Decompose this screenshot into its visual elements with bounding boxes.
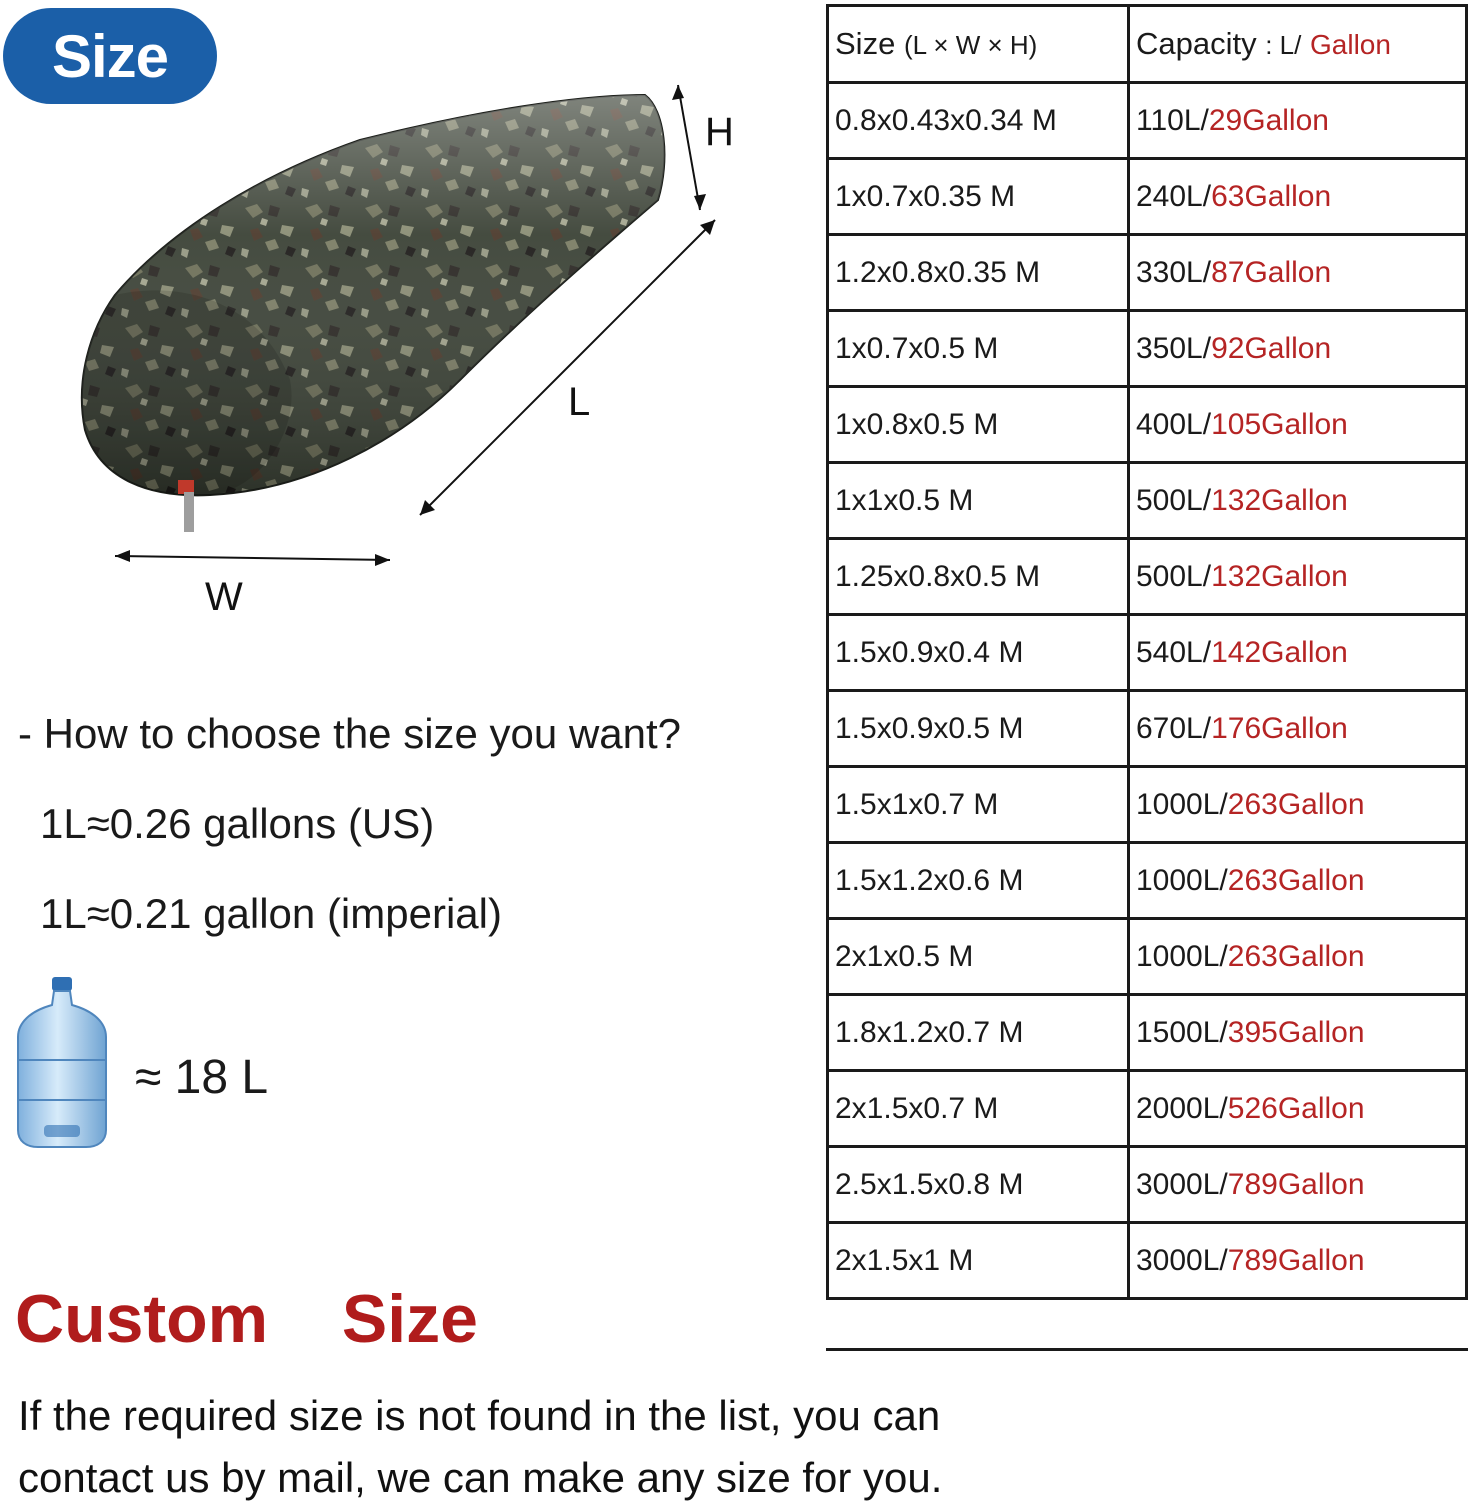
capacity-cell: [1129, 311, 1467, 387]
table-bottom-border: [826, 1348, 1468, 1351]
size-cell: 1x0.7x0.5 M: [828, 311, 1129, 387]
capacity-liters: 3000L/: [1136, 1167, 1228, 1201]
capacity-gallons: 526Gallon: [1227, 1091, 1365, 1125]
table-row: [828, 1223, 1467, 1299]
water-bladder-image: [60, 80, 760, 640]
capacity-cell: [1129, 691, 1467, 767]
howto-question: - How to choose the size you want?: [18, 710, 682, 757]
capacity-cell: [1129, 615, 1467, 691]
capacity-gallons: 263Gallon: [1227, 939, 1365, 973]
capacity-gallons: 789Gallon: [1227, 1243, 1365, 1277]
capacity-cell: [1129, 463, 1467, 539]
capacity-liters: 1000L/: [1136, 939, 1228, 973]
capacity-gallons: 395Gallon: [1227, 1015, 1365, 1049]
size-cell: 2.5x1.5x0.8 M: [828, 1147, 1129, 1223]
table-row: [828, 843, 1467, 919]
size-cell: 1.5x0.9x0.5 M: [828, 691, 1129, 767]
table-header-row: [828, 6, 1467, 83]
capacity-cell: [1129, 919, 1467, 995]
capacity-liters: 350L/: [1136, 331, 1212, 365]
capacity-gallons: 142Gallon: [1211, 635, 1348, 669]
size-cell: 2x1x0.5 M: [828, 919, 1129, 995]
capacity-gallons: 132Gallon: [1211, 483, 1348, 517]
table-row: [828, 767, 1467, 843]
capacity-cell: [1129, 1071, 1467, 1147]
capacity-liters: 330L/: [1136, 255, 1212, 289]
capacity-cell: [1129, 767, 1467, 843]
capacity-liters: 240L/: [1136, 179, 1212, 213]
water-bottle-icon: [14, 975, 109, 1150]
capacity-liters: 110L/: [1136, 103, 1209, 137]
capacity-liters: 3000L/: [1136, 1243, 1228, 1277]
capacity-cell: [1129, 539, 1467, 615]
capacity-gallons: 176Gallon: [1211, 711, 1348, 745]
bottle-equivalence: ≈ 18 L: [135, 1051, 269, 1104]
table-row: [828, 387, 1467, 463]
table-row: [828, 159, 1467, 235]
capacity-liters: 1000L/: [1136, 787, 1228, 821]
height-label: H: [705, 110, 734, 154]
capacity-gallons: 29Gallon: [1208, 103, 1329, 137]
capacity-gallons: 789Gallon: [1227, 1167, 1365, 1201]
capacity-gallons: 132Gallon: [1211, 559, 1348, 593]
capacity-gallons: 87Gallon: [1211, 255, 1332, 289]
conversion-imperial: 1L≈0.21 gallon (imperial): [40, 890, 502, 937]
capacity-liters: 2000L/: [1136, 1091, 1228, 1125]
size-cell: 1x0.8x0.5 M: [828, 387, 1129, 463]
size-cell: 1.5x0.9x0.4 M: [828, 615, 1129, 691]
capacity-cell: [1129, 995, 1467, 1071]
table-row: [828, 463, 1467, 539]
width-label: W: [205, 575, 243, 619]
width-arrow: [115, 556, 390, 560]
capacity-gallons: 63Gallon: [1211, 179, 1332, 213]
capacity-liters: 1000L/: [1136, 863, 1228, 897]
size-cell: 2x1.5x0.7 M: [828, 1071, 1129, 1147]
capacity-liters: 500L/: [1136, 559, 1212, 593]
capacity-liters: 1500L/: [1136, 1015, 1228, 1049]
capacity-cell: [1129, 1147, 1467, 1223]
size-table: [826, 4, 1468, 1300]
length-label: L: [568, 380, 591, 424]
size-cell: 1.5x1x0.7 M: [828, 767, 1129, 843]
valve-nozzle: [184, 492, 194, 532]
capacity-liters: 540L/: [1136, 635, 1212, 669]
capacity-gallons: 263Gallon: [1227, 787, 1365, 821]
size-cell: 2x1.5x1 M: [828, 1223, 1129, 1299]
product-illustration: [60, 80, 760, 640]
capacity-liters: 670L/: [1136, 711, 1212, 745]
capacity-cell: [1129, 387, 1467, 463]
capacity-gallons: 263Gallon: [1227, 863, 1365, 897]
capacity-cell: [1129, 83, 1467, 159]
capacity-gallons: 105Gallon: [1211, 407, 1348, 441]
table-row: [828, 615, 1467, 691]
header-size: Size (L × W × H): [828, 6, 1129, 83]
capacity-cell: [1129, 235, 1467, 311]
table-row: [828, 235, 1467, 311]
custom-size-text: If the required size is not found in the list, you can contact us by mail, we can make any size for you.: [18, 1392, 943, 1501]
size-cell: 0.8x0.43x0.34 M: [828, 83, 1129, 159]
size-cell: 1.8x1.2x0.7 M: [828, 995, 1129, 1071]
table-row: [828, 1071, 1467, 1147]
size-badge-label: Size: [51, 22, 169, 90]
size-cell: 1x1x0.5 M: [828, 463, 1129, 539]
size-cell: 1.2x0.8x0.35 M: [828, 235, 1129, 311]
capacity-liters: 500L/: [1136, 483, 1212, 517]
table-row: [828, 83, 1467, 159]
capacity-cell: [1129, 843, 1467, 919]
capacity-cell: [1129, 159, 1467, 235]
table-row: [828, 995, 1467, 1071]
custom-size-title: Custom Size: [15, 1281, 478, 1357]
conversion-us: 1L≈0.26 gallons (US): [40, 800, 435, 847]
table-row: [828, 691, 1467, 767]
valve-cap: [178, 480, 194, 494]
size-cell: 1.25x0.8x0.5 M: [828, 539, 1129, 615]
table-row: [828, 919, 1467, 995]
table-row: [828, 311, 1467, 387]
height-arrow: [678, 85, 700, 210]
table-row: [828, 539, 1467, 615]
size-cell: 1.5x1.2x0.6 M: [828, 843, 1129, 919]
capacity-gallons: 92Gallon: [1211, 331, 1332, 365]
capacity-liters: 400L/: [1136, 407, 1212, 441]
header-capacity: Capacity : L/ Gallon: [1129, 6, 1467, 83]
size-cell: 1x0.7x0.35 M: [828, 159, 1129, 235]
table-row: [828, 1147, 1467, 1223]
capacity-cell: [1129, 1223, 1467, 1299]
